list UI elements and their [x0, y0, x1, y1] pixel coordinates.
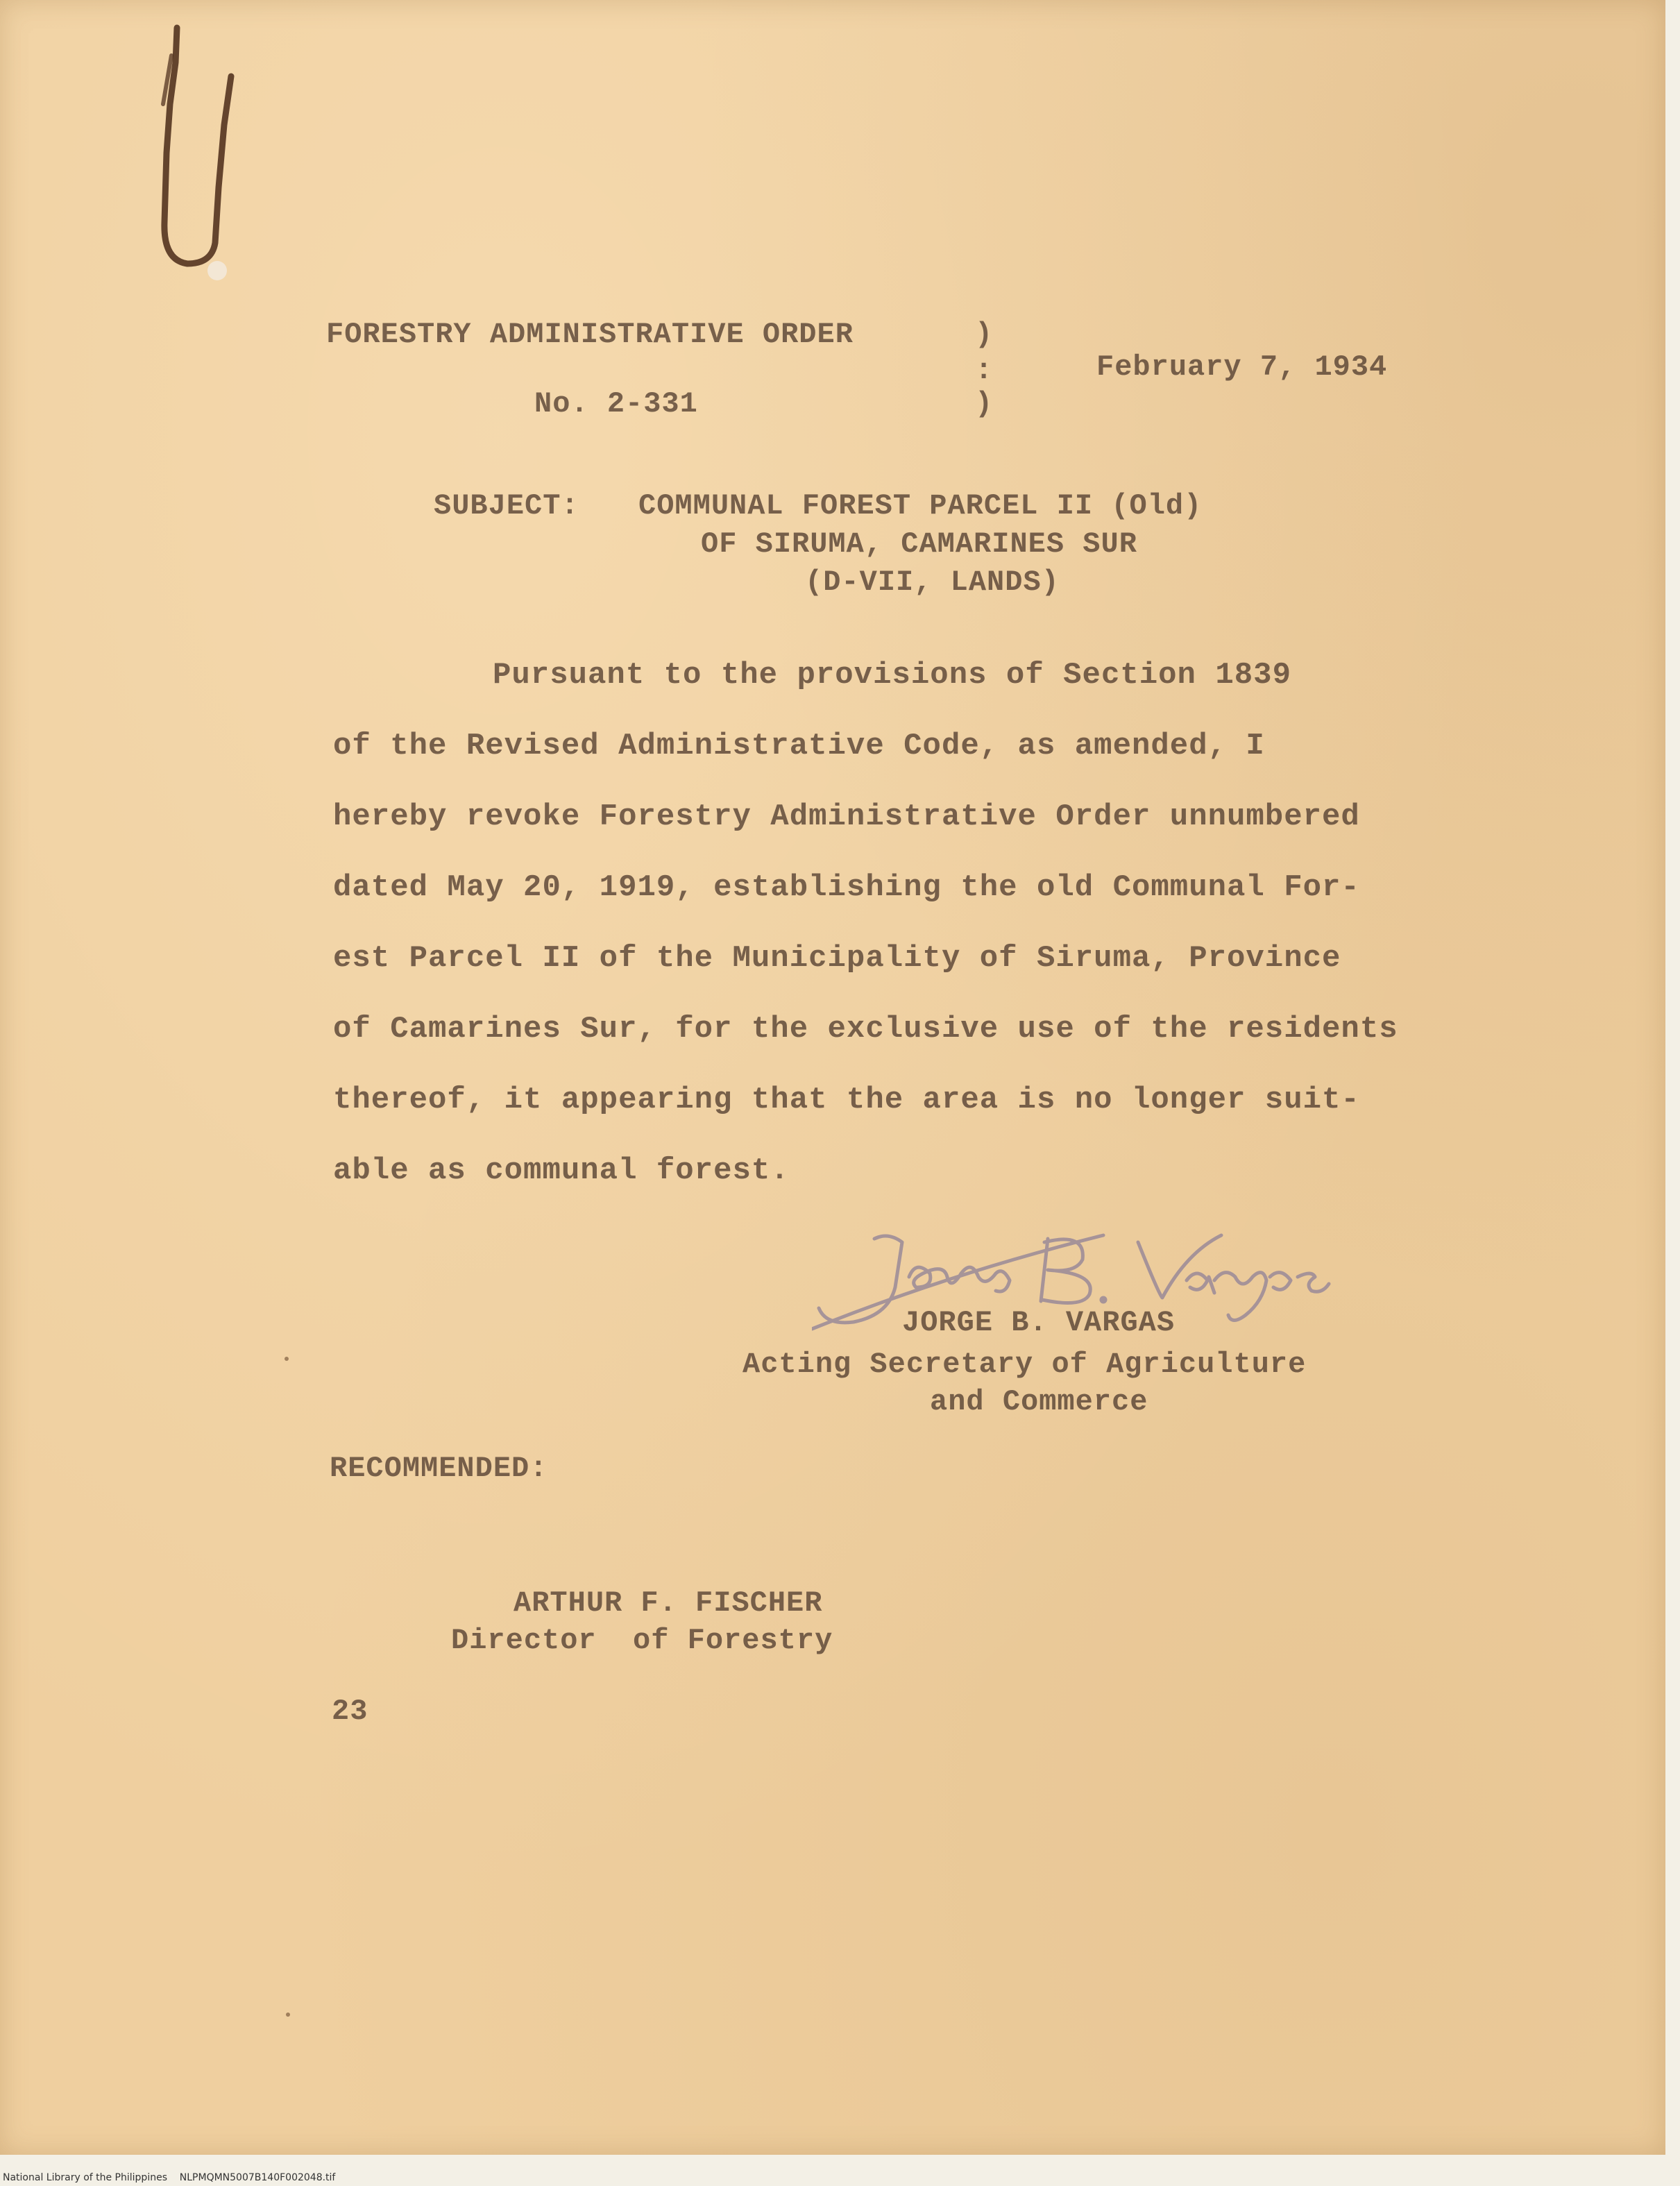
subject-line-2: OF SIRUMA, CAMARINES SUR [701, 527, 1137, 561]
body-line-3: hereby revoke Forestry Administrative Order unnumbered [333, 799, 1360, 834]
paper-clip-stain-icon [128, 14, 246, 285]
recommender-title: Director of Forestry [451, 1624, 833, 1657]
body-line-6: of Camarines Sur, for the exclusive use of the residents [333, 1012, 1398, 1047]
body-line-8: able as communal forest. [333, 1153, 790, 1188]
subject-label: SUBJECT: [434, 489, 579, 523]
header-bracket-top: ) [975, 318, 994, 351]
subject-line-1: COMMUNAL FOREST PARCEL II (Old) [638, 489, 1203, 523]
order-date: February 7, 1934 [1096, 350, 1388, 384]
paper-speck [285, 1357, 289, 1361]
signatory-title-line-1: Acting Secretary of Agriculture [743, 1348, 1307, 1381]
archive-caption: National Library of the Philippines NLPMQMN5007B140F002048.tif [3, 2172, 336, 2183]
recommended-label: RECOMMENDED: [330, 1452, 548, 1485]
order-number: No. 2-331 [534, 387, 698, 421]
body-line-5: est Parcel II of the Municipality of Siruma, Province [333, 941, 1341, 976]
signatory-name: JORGE B. VARGAS [902, 1306, 1176, 1339]
paper-speck [286, 2013, 290, 2017]
body-line-4: dated May 20, 1919, establishing the old Communal For- [333, 870, 1360, 905]
body-line-7: thereof, it appearing that the area is no longer suit- [333, 1083, 1360, 1117]
page-number: 23 [332, 1695, 368, 1728]
body-line-1: Pursuant to the provisions of Section 1839 [493, 658, 1291, 693]
subject-line-3: (D-VII, LANDS) [805, 566, 1060, 599]
order-title: FORESTRY ADMINISTRATIVE ORDER [326, 318, 854, 351]
recommender-name: ARTHUR F. FISCHER [514, 1586, 823, 1620]
signatory-title-line-2: and Commerce [930, 1385, 1148, 1418]
header-bracket-bottom: ) [975, 387, 994, 421]
body-line-2: of the Revised Administrative Code, as amended, I [333, 729, 1265, 763]
header-bracket-mid: : [975, 354, 994, 387]
